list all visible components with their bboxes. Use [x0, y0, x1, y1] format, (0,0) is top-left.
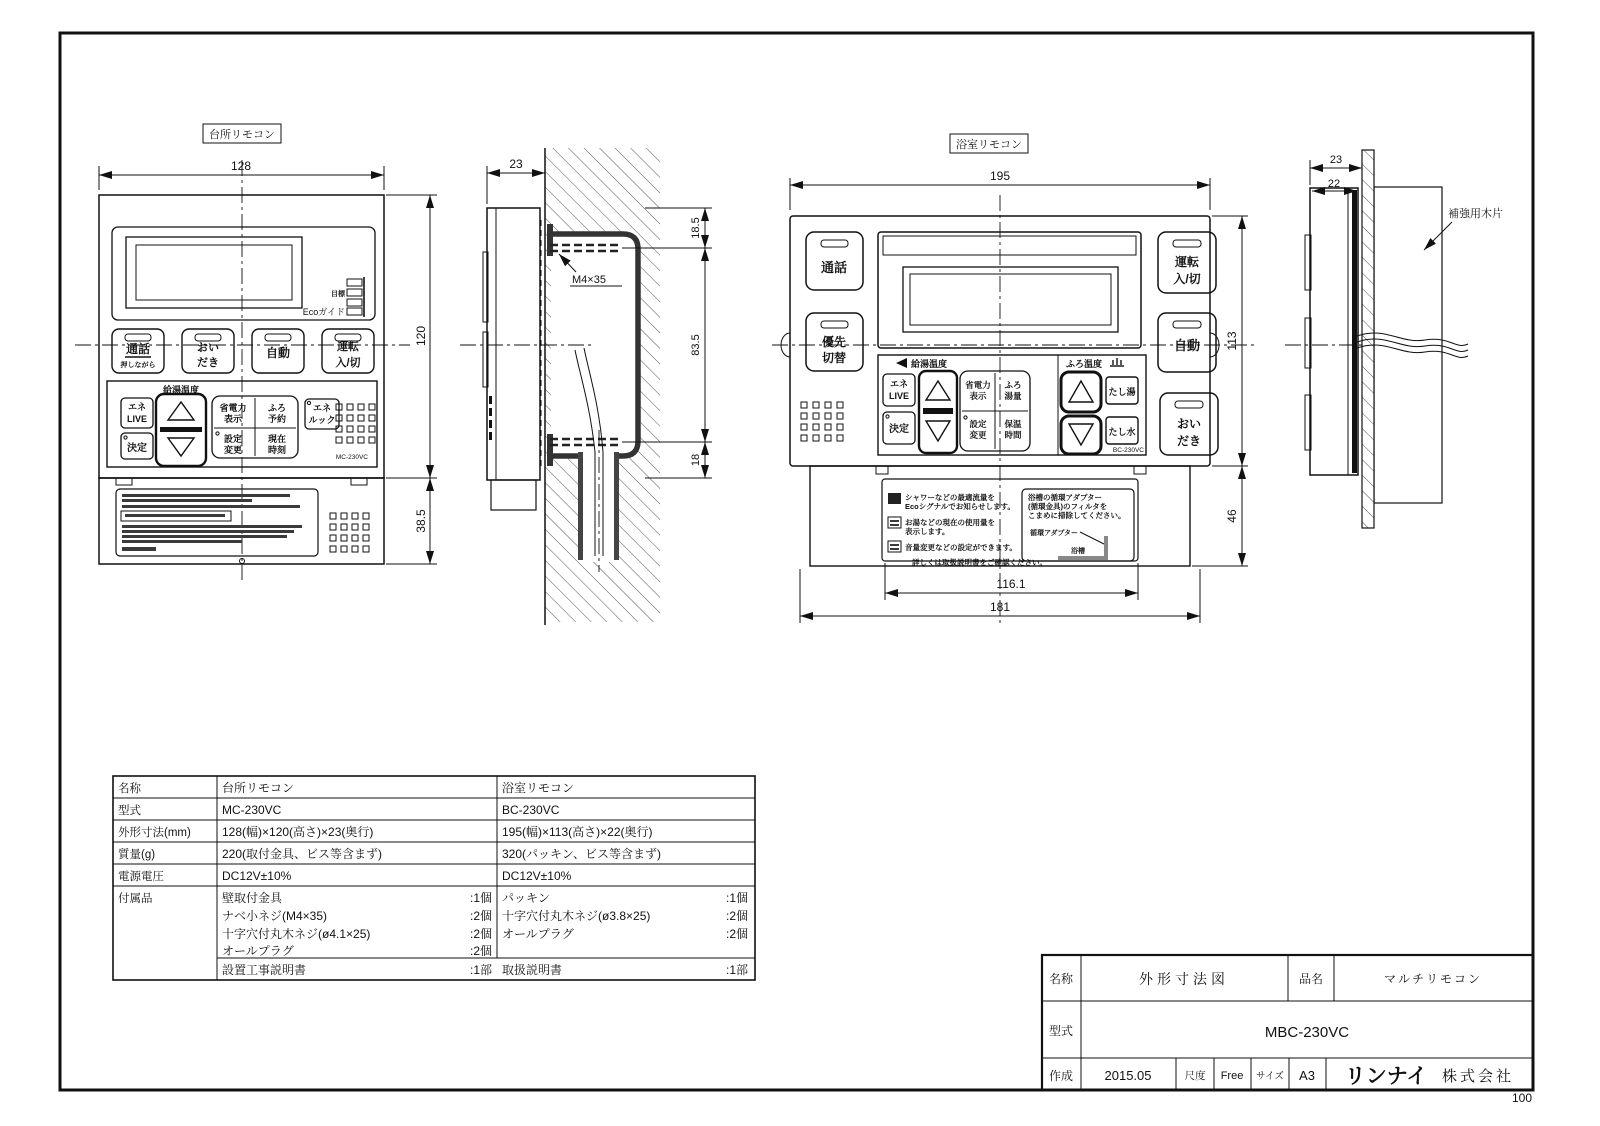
fine-print-text-illegible — [121, 494, 302, 551]
tb-item-value: マルチリモコン — [1383, 972, 1483, 986]
kitchen-enelook-button[interactable] — [305, 399, 339, 429]
bath-dim-body-width: 181 — [989, 600, 1011, 614]
kitchen-remote-side-view — [460, 148, 712, 625]
spec-cell: 台所リモコン — [222, 781, 295, 795]
tb-company-suffix: 株式会社 — [1441, 1068, 1515, 1085]
svg-text:だき: だき — [197, 357, 219, 369]
kitchen-remote-front-view — [75, 124, 437, 580]
svg-text:入/切: 入/切 — [335, 357, 361, 369]
tb-model-label: 型式 — [1048, 1024, 1074, 1038]
spec-accessory-item: オールプラグ — [222, 944, 294, 958]
spec-cell: DC12V±10% — [222, 869, 292, 883]
bath-auto-button[interactable] — [1158, 313, 1216, 372]
kitchen-auto-button[interactable] — [252, 329, 304, 373]
bath-side-dim-23: 23 — [1329, 154, 1343, 166]
svg-text:LIVE: LIVE — [888, 391, 910, 401]
svg-text:エネ: エネ — [889, 379, 909, 389]
svg-text:時刻: 時刻 — [267, 445, 287, 455]
title-block — [1042, 955, 1533, 1090]
down-arrow-icon — [168, 438, 194, 456]
spec-row-label: 付属品 — [118, 893, 153, 905]
bath-power-button[interactable] — [1158, 232, 1216, 293]
kitchen-talk-button[interactable] — [112, 329, 164, 373]
up-arrow-icon — [1069, 381, 1093, 402]
rinnai-logo: リンナイ — [1344, 1065, 1428, 1088]
svg-text:おい: おい — [1176, 417, 1202, 431]
svg-text:入/切: 入/切 — [1173, 272, 1201, 286]
spec-doc-qty: :1部 — [469, 963, 492, 977]
kitchen-side-dim-depth: 23 — [509, 157, 523, 171]
kitchen-model-label: MC-230VC — [335, 454, 368, 461]
svg-text:詳しくは取扱説明書をご確認ください。: 詳しくは取扱説明書をご確認ください。 — [912, 558, 1047, 567]
kitchen-dim-flap: 38.5 — [414, 509, 428, 533]
spec-doc-qty: :1部 — [725, 963, 748, 977]
tb-scale-label: 尺度 — [1184, 1070, 1206, 1082]
svg-text:自動: 自動 — [265, 346, 291, 360]
spec-cell: BC-230VC — [502, 803, 560, 817]
bath-remote-side-view — [1285, 150, 1503, 528]
spec-accessory-item: 壁取付金具 — [222, 891, 283, 905]
up-arrow-icon — [168, 402, 194, 420]
eco-led-indicators — [303, 277, 364, 317]
page-number: 100 — [1511, 1091, 1532, 1105]
spec-cell: 195(幅)×113(高さ)×22(奥行) — [502, 825, 653, 839]
spec-cell: 128(幅)×120(高さ)×23(奥行) — [222, 825, 374, 839]
svg-text:LIVE: LIVE — [126, 414, 148, 424]
bath-tashimizu-button[interactable] — [1106, 417, 1138, 444]
bath-speaker-grille — [801, 402, 843, 441]
svg-text:音量変更などの設定ができます。: 音量変更などの設定ができます。 — [905, 543, 1017, 552]
svg-text:運転: 運転 — [1174, 255, 1200, 269]
svg-text:たし湯: たし湯 — [1108, 387, 1136, 397]
dim-bottom-screw: 18 — [690, 453, 702, 467]
bath-side-body — [1310, 188, 1358, 475]
svg-text:運転: 運転 — [337, 341, 359, 353]
bath-model-label: BC-230VC — [1112, 447, 1144, 454]
svg-text:優先: 優先 — [821, 335, 847, 349]
kitchen-panel-header: 給湯温度 — [162, 385, 200, 395]
tb-name-value: 外形寸法図 — [1139, 971, 1229, 987]
bath-priority-button[interactable] — [806, 313, 863, 371]
svg-text:決定: 決定 — [889, 424, 909, 435]
spec-row-label: 名称 — [118, 783, 141, 795]
svg-text:だき: だき — [1176, 434, 1202, 448]
dim-screw-spacing: 83.5 — [690, 334, 702, 356]
spec-accessory-qty: :2個 — [469, 944, 492, 958]
kitchen-speaker-grille — [336, 404, 375, 443]
svg-text:時間: 時間 — [1004, 430, 1022, 440]
kitchen-setting-grid[interactable] — [212, 396, 298, 458]
bath-setting-grid[interactable] — [960, 371, 1030, 451]
svg-text:設定: 設定 — [969, 419, 987, 429]
svg-text:シャワーなどの最適流量を: シャワーなどの最適流量を — [905, 493, 995, 502]
down-arrow-icon — [1069, 424, 1093, 445]
spec-row-label: 質量(g) — [118, 849, 156, 861]
tb-scale-value: Free — [1220, 1070, 1244, 1082]
eco-target-label: 目標 — [331, 291, 345, 298]
down-arrow-icon — [926, 421, 950, 441]
svg-text:おい: おい — [197, 342, 219, 354]
bath-panel-header-right: ふろ温度 — [1066, 359, 1103, 369]
spec-doc-item: 設置工事説明書 — [222, 963, 307, 977]
kitchen-updown-buttons[interactable] — [156, 394, 206, 466]
svg-text:湯量: 湯量 — [1004, 391, 1022, 401]
bath-kettei-button[interactable] — [883, 412, 915, 444]
spec-row-label: 電源電圧 — [118, 871, 164, 883]
tb-size-label: サイズ — [1256, 1071, 1284, 1082]
kitchen-dim-height: 120 — [414, 325, 428, 347]
svg-text:表示します。: 表示します。 — [905, 527, 950, 536]
tb-size-value: A3 — [1299, 1068, 1315, 1083]
spec-doc-item: 取扱説明書 — [502, 963, 563, 977]
tap-arrow-icon — [896, 358, 907, 368]
kitchen-flap-speaker-grille — [330, 513, 369, 552]
bath-dim-height: 113 — [1225, 331, 1239, 351]
svg-text:切替: 切替 — [821, 351, 847, 365]
spec-table — [113, 776, 755, 980]
up-arrow-icon — [926, 381, 950, 400]
svg-text:たし水: たし水 — [1108, 427, 1136, 437]
spec-accessory-item: 十字穴付丸木ネジ(ø4.1×25) — [222, 927, 371, 941]
spec-cell: 浴室リモコン — [502, 781, 575, 795]
kitchen-enelive-button[interactable] — [121, 398, 153, 428]
bath-display-panel — [878, 232, 1141, 348]
bath-tub-updown[interactable] — [1061, 372, 1101, 454]
spec-cell: DC12V±10% — [502, 869, 572, 883]
kitchen-dim-width: 128 — [230, 159, 252, 173]
svg-text:(循環金具)のフィルタを: (循環金具)のフィルタを — [1028, 502, 1108, 511]
svg-text:設定: 設定 — [223, 434, 243, 444]
kitchen-power-button[interactable] — [322, 329, 374, 373]
bath-title: 浴室リモコン — [956, 139, 1022, 151]
svg-text:現在: 現在 — [267, 434, 287, 444]
spec-row-label: 型式 — [118, 805, 141, 817]
svg-text:保温: 保温 — [1004, 419, 1022, 429]
kitchen-title: 台所リモコン — [209, 129, 275, 141]
svg-text:エネ: エネ — [312, 403, 332, 413]
bath-enelive-button[interactable] — [883, 374, 915, 406]
spec-row-label: 外形寸法(mm) — [118, 827, 191, 839]
svg-text:浴槽: 浴槽 — [1071, 548, 1085, 555]
svg-text:通話: 通話 — [820, 260, 848, 275]
spec-accessory-qty: :2個 — [469, 909, 492, 923]
spec-cell: MC-230VC — [222, 803, 282, 817]
tb-model-value: MBC-230VC — [1264, 1024, 1350, 1041]
svg-text:変更: 変更 — [969, 430, 987, 440]
svg-text:自動: 自動 — [1173, 338, 1201, 353]
bath-side-dim-22: 22 — [1327, 178, 1341, 190]
bath-remote-front-view — [772, 134, 1256, 625]
spec-cell: 220(取付金具、ビス等含まず) — [222, 847, 383, 861]
svg-text:省電力: 省電力 — [219, 403, 247, 413]
svg-text:通話: 通話 — [125, 342, 151, 356]
svg-text:省電力: 省電力 — [965, 380, 991, 390]
spec-accessory-item: ナベ小ネジ(M4×35) — [222, 909, 328, 923]
kitchen-side-body — [487, 208, 540, 480]
bath-notice-adapter-box — [1022, 489, 1134, 561]
svg-text:こまめに掃除してください。: こまめに掃除してください。 — [1028, 511, 1126, 520]
spec-accessory-qty: :1個 — [469, 891, 492, 905]
svg-text:ルック: ルック — [308, 415, 336, 425]
spec-accessory-qty: :1個 — [725, 891, 748, 905]
spec-cell: 320(パッキン、ビス等含まず) — [502, 847, 661, 861]
spec-accessory-qty: :2個 — [725, 927, 748, 941]
svg-text:変更: 変更 — [223, 445, 243, 455]
bath-hotwater-updown[interactable] — [919, 371, 957, 453]
bath-display-window — [903, 267, 1118, 332]
svg-text:エネ: エネ — [127, 402, 147, 412]
svg-text:浴槽の循環アダプター: 浴槽の循環アダプター — [1028, 493, 1102, 502]
svg-text:ふろ: ふろ — [267, 403, 287, 413]
tb-created-value: 2015.05 — [1104, 1068, 1152, 1083]
eco-guide-label: Ecoガイド — [302, 307, 345, 317]
bath-panel-header-left: 給湯温度 — [911, 359, 948, 369]
spec-accessory-item: パッキン — [502, 891, 550, 905]
kitchen-display — [126, 237, 302, 308]
bath-talk-button[interactable] — [806, 232, 863, 290]
svg-text:循環アダプター: 循環アダプター — [1030, 530, 1079, 537]
eco-signal-icon — [888, 493, 901, 504]
updown-divider — [160, 427, 202, 432]
spec-accessory-qty: :2個 — [469, 927, 492, 941]
svg-text:お湯などの現在の使用量を: お湯などの現在の使用量を — [905, 518, 995, 527]
bath-dim-width: 195 — [989, 169, 1011, 183]
svg-text:予約: 予約 — [267, 414, 287, 424]
bath-notice-text — [888, 492, 1047, 567]
bath-tashiyu-button[interactable] — [1106, 377, 1138, 404]
svg-text:押しながら: 押しながら — [120, 362, 156, 369]
setting-icon — [888, 541, 901, 552]
dim-top-screw: 18.5 — [690, 217, 702, 239]
bath-dim-label-width: 116.1 — [996, 577, 1026, 591]
kitchen-kettei-button[interactable] — [121, 433, 153, 459]
tb-name-label: 名称 — [1048, 972, 1074, 986]
svg-text:決定: 決定 — [127, 443, 147, 454]
tb-created-label: 作成 — [1048, 1069, 1074, 1083]
svg-text:ふろ: ふろ — [1004, 380, 1022, 390]
kitchen-oidaki-button[interactable] — [182, 329, 234, 373]
spec-accessory-item: オールプラグ — [502, 927, 574, 941]
tb-item-label: 品名 — [1298, 972, 1324, 986]
bath-dim-flap: 46 — [1225, 509, 1239, 523]
enelive-icon — [888, 517, 901, 528]
bath-tub-icon — [1110, 358, 1124, 366]
svg-text:表示: 表示 — [969, 391, 987, 401]
svg-text:Ecoシグナルでお知らせします。: Ecoシグナルでお知らせします。 — [905, 502, 1015, 511]
spec-accessory-qty: :2個 — [725, 909, 748, 923]
svg-text:表示: 表示 — [223, 414, 243, 424]
spec-accessory-item: 十字穴付丸木ネジ(ø3.8×25) — [502, 909, 651, 923]
wood-label: 補強用木片 — [1448, 208, 1503, 220]
screw-spec-label: M4×35 — [572, 274, 606, 286]
